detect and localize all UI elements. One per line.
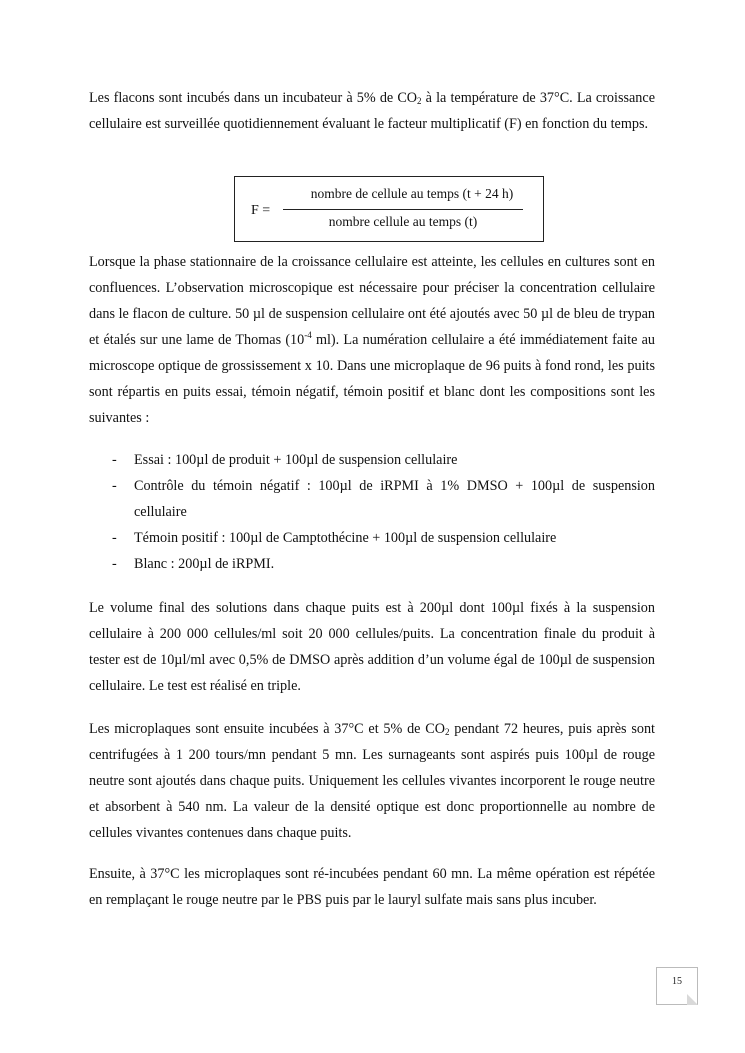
paragraph-text: Les microplaques sont ensuite incubées à 37°C et 5% de CO — [89, 721, 445, 737]
list-bullet: - — [112, 530, 117, 546]
list-item — [89, 473, 655, 525]
paragraph-text: à la température de 37°C. La croissance cellulaire est surveillée quotidiennement évaluant le facteur multiplicatif (F) en fonction du temps. — [89, 90, 655, 132]
paragraph-text: pendant 72 heures, puis après sont centrifugées à 1 200 tours/mn pendant 5 mn. Les surnageants sont aspirés puis 100µl de rouge neutre sont ajoutés dans chaque puits. Uniquement les cellules vivantes incorporent le rouge neutre et absorbent à 540 nm. La valeur de la densité optique est donc proportionnelle au nombre de cellules vivantes contenues dans chaque puits. — [89, 721, 655, 841]
list-bullet: - — [112, 478, 117, 494]
superscript: -4 — [304, 330, 312, 340]
page-number-box — [656, 967, 698, 1005]
paragraph-centrifugation — [89, 716, 655, 846]
paragraph-text: Lorsque la phase stationnaire de la croissance cellulaire est atteinte, les cellules en cultures sont en confluences. L’observation microscopique est nécessaire pour préciser la concentration cellulaire dans le flacon de culture. 50 µl de suspension cellulaire ont été ajoutés avec 50 µl de bleu de trypan et étalés sur une lame de Thomas (10 — [89, 254, 655, 348]
formula-lhs: F = — [251, 203, 271, 218]
subscript: 2 — [417, 96, 422, 106]
formula-numerator: nombre de cellule au temps (t + 24 h) — [310, 186, 514, 201]
list-bullet: - — [112, 556, 117, 572]
paragraph-text: ml). La numération cellulaire a été immédiatement faite au microscope optique de grossissement x 10. Dans une microplaque de 96 puits à fond rond, les puits sont répartis en puits essai, témoin négatif, témoin positif et blanc dont les compositions sont les suivantes : — [89, 332, 655, 426]
composition-list — [89, 447, 655, 577]
formula-denominator: nombre cellule au temps (t) — [328, 214, 478, 229]
paragraph-incubation — [89, 85, 655, 137]
list-item — [89, 551, 655, 577]
page-fold-icon — [687, 994, 698, 1005]
list-item-text: Essai : 100µl de produit + 100µl de suspension cellulaire — [134, 452, 458, 468]
paragraph-text: Les flacons sont incubés dans un incubateur à 5% de CO — [89, 90, 418, 106]
paragraph-microscopy — [89, 249, 655, 431]
fraction-bar — [283, 209, 523, 210]
list-item-text: Témoin positif : 100µl de Camptothécine + 100µl de suspension cellulaire — [134, 530, 557, 546]
list-bullet: - — [112, 452, 117, 468]
list-item — [89, 525, 655, 551]
page-number: 15 — [672, 976, 682, 987]
list-item-text: Contrôle du témoin négatif : 100µl de iRPMI à 1% DMSO + 100µl de suspension cellulaire — [134, 478, 655, 520]
formula-box — [234, 176, 544, 242]
list-item — [89, 447, 655, 473]
list-item-text: Blanc : 200µl de iRPMI. — [134, 556, 275, 572]
paragraph-volume: Le volume final des solutions dans chaque puits est à 200µl dont 100µl fixés à la suspension cellulaire à 200 000 cellules/ml soit 20 000 cellules/puits. La concentration finale du produit à tester est de 10µl/ml avec 0,5% de DMSO après addition d’un volume égal de 100µl de suspension cellulaire. Le test est réalisé en triple. — [89, 600, 655, 694]
subscript: 2 — [444, 727, 450, 737]
paragraph-reincubation: Ensuite, à 37°C les microplaques sont ré-incubées pendant 60 mn. La même opération est répétée en remplaçant le rouge neutre par le PBS puis par le lauryl sulfate mais sans plus incuber. — [89, 866, 655, 908]
